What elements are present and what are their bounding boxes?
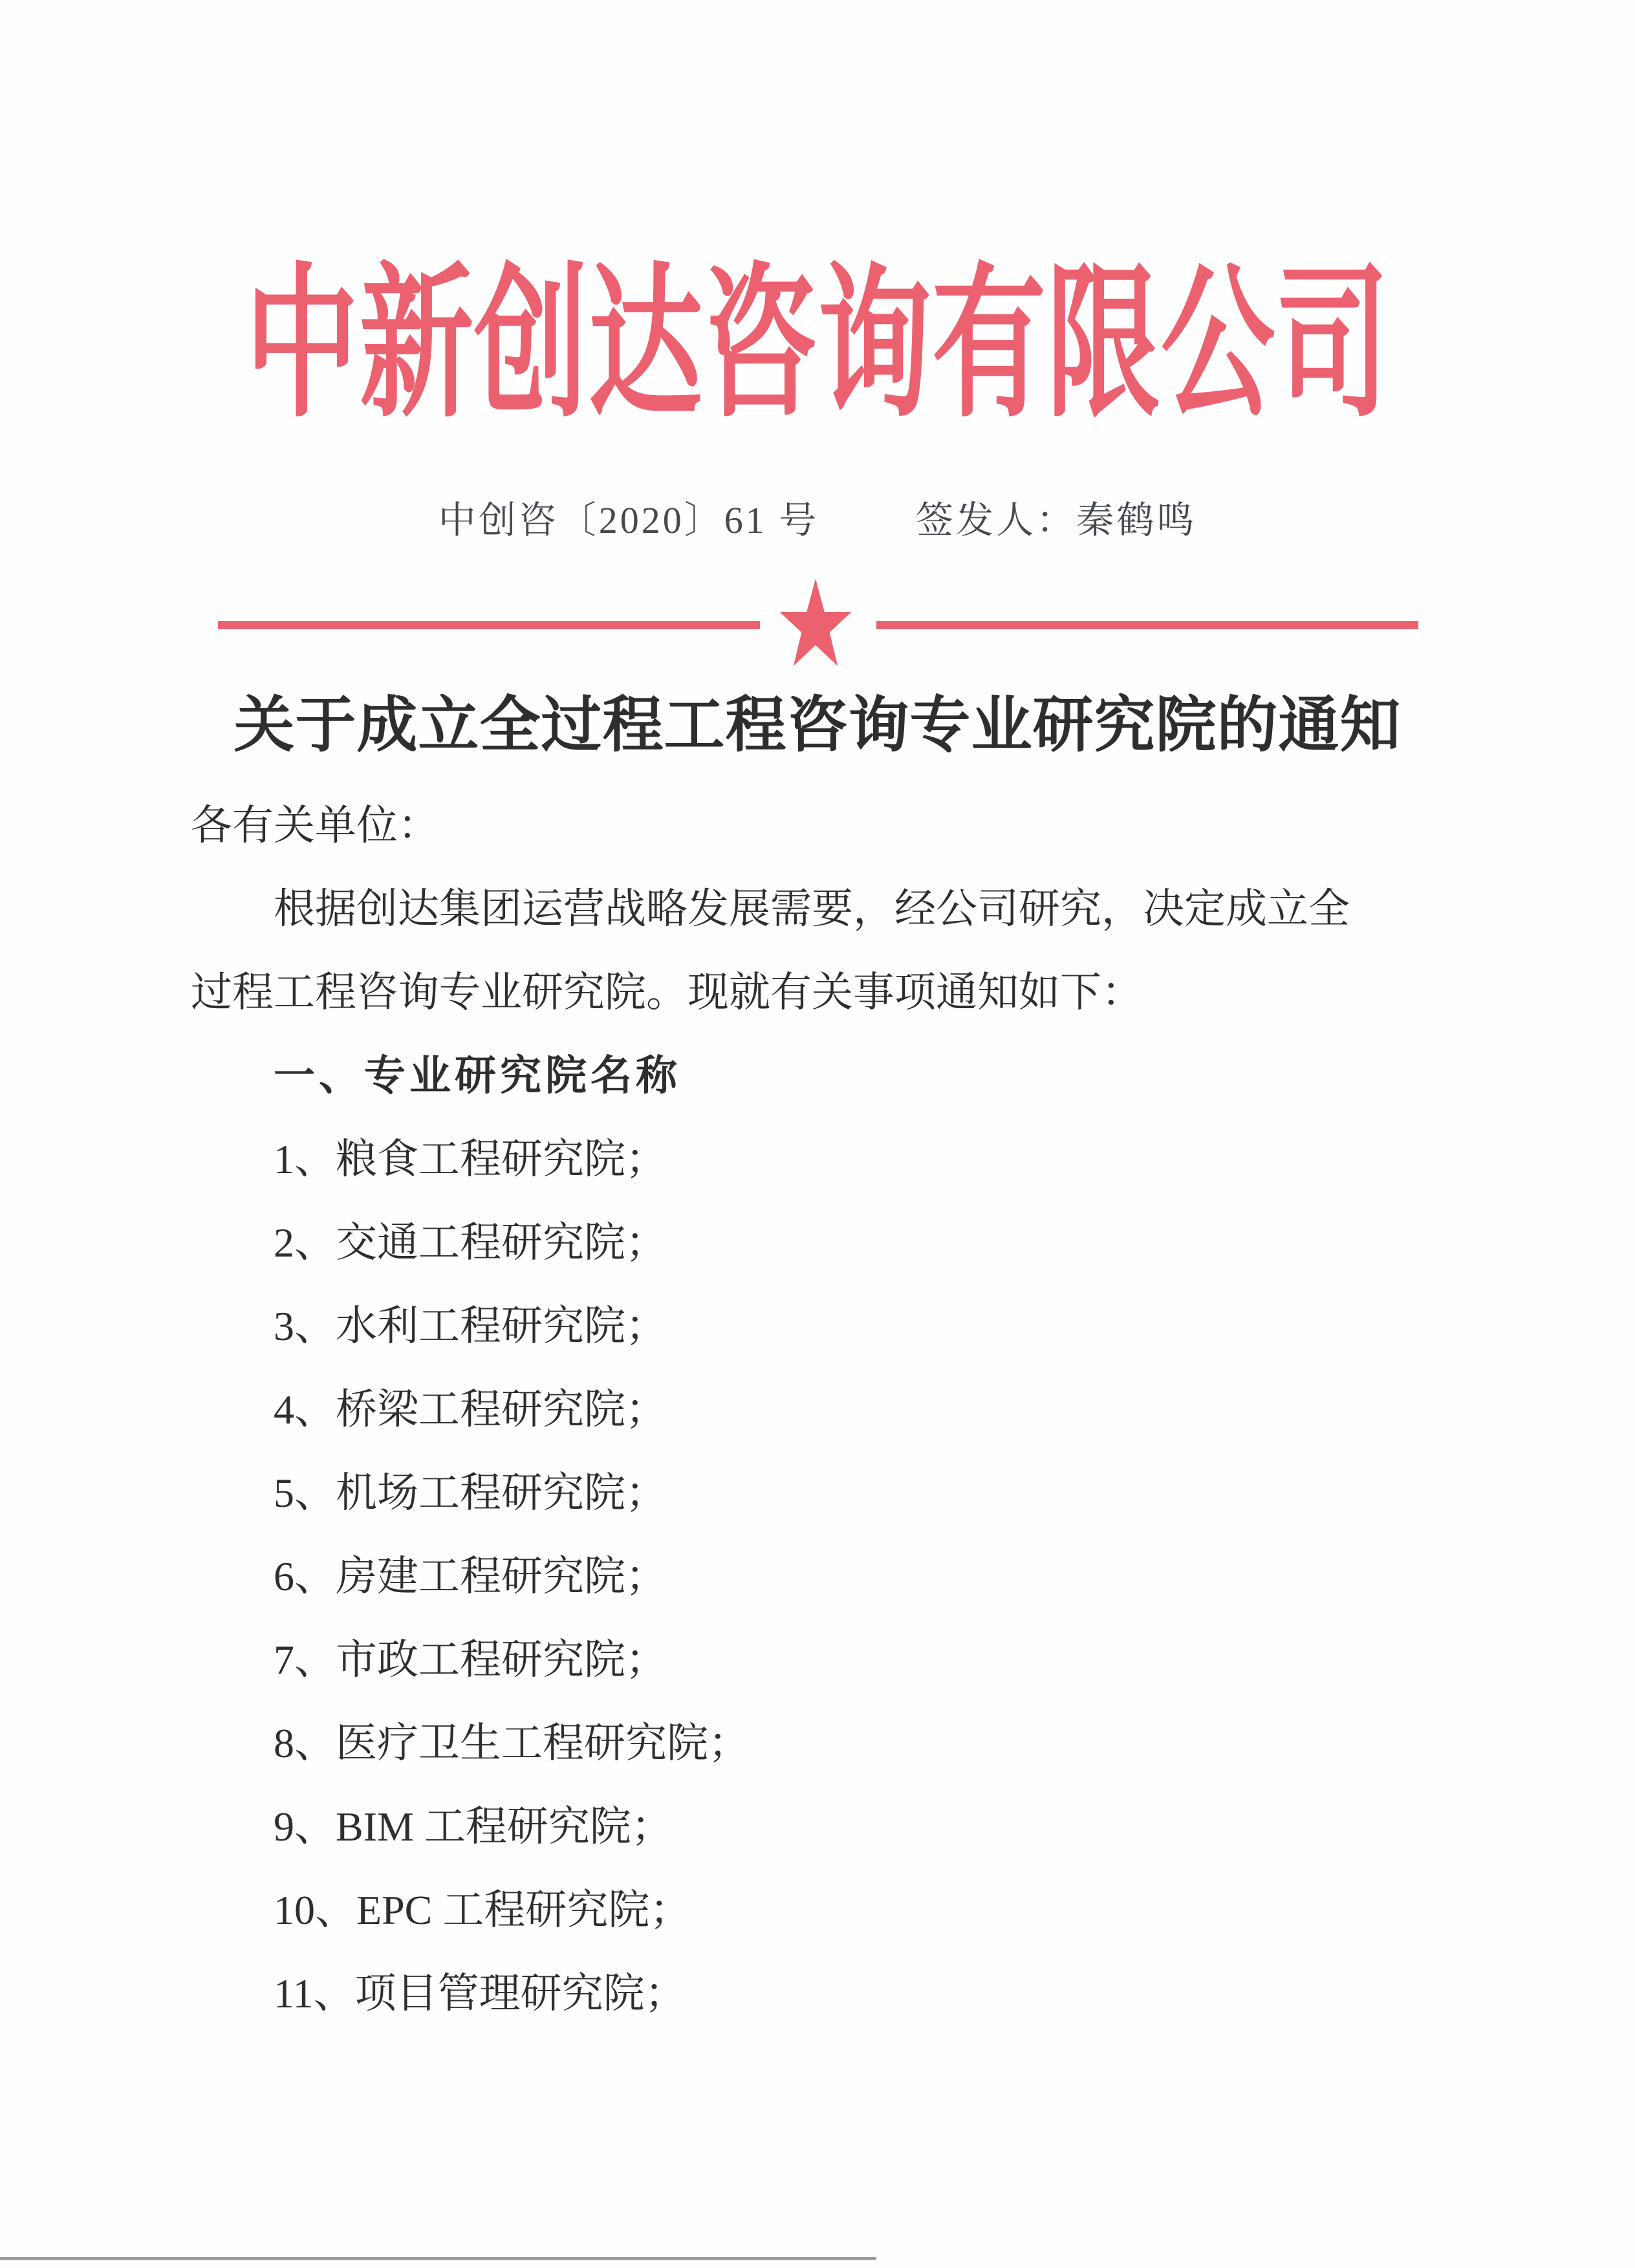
divider-line-left bbox=[218, 621, 760, 629]
list-item: 8、医疗卫生工程研究院； bbox=[274, 1720, 750, 1766]
list-item: 5、机场工程研究院； bbox=[274, 1470, 667, 1516]
issuer: 签发人：秦鹤鸣 bbox=[916, 499, 1197, 541]
section-heading: 一、专业研究院名称 bbox=[274, 1053, 681, 1099]
notice-title: 关于成立全过程工程咨询专业研究院的通知 bbox=[233, 692, 1402, 759]
list-item: 7、市政工程研究院； bbox=[274, 1637, 667, 1683]
list-item: 10、EPC 工程研究院； bbox=[274, 1887, 691, 1933]
list-item: 2、交通工程研究院； bbox=[274, 1220, 667, 1266]
list-item: 3、水利工程研究院； bbox=[274, 1303, 667, 1349]
list-item: 9、BIM 工程研究院； bbox=[274, 1804, 673, 1850]
notice-body bbox=[191, 784, 1449, 2035]
list-item: 4、桥梁工程研究院； bbox=[274, 1387, 667, 1432]
company-name: 中新创达咨询有限公司 bbox=[244, 254, 1390, 438]
divider-line-right bbox=[876, 621, 1418, 629]
doc-meta-row bbox=[0, 498, 1635, 543]
star-icon bbox=[778, 579, 853, 671]
list-item: 6、房建工程研究院； bbox=[274, 1553, 667, 1599]
salutation: 各有关单位： bbox=[191, 803, 439, 848]
scan-artifact-line bbox=[0, 2257, 876, 2260]
research-institute-list bbox=[191, 1118, 1449, 2035]
paragraph-line-2: 过程工程咨询专业研究院。现就有关事项通知如下： bbox=[191, 969, 1143, 1015]
header-divider bbox=[218, 579, 1418, 671]
list-item: 11、项目管理研究院； bbox=[274, 1971, 686, 2016]
list-item: 1、粮食工程研究院； bbox=[274, 1136, 667, 1182]
doc-number: 中创咨〔2020〕61 号 bbox=[438, 499, 819, 541]
paragraph-line-1: 根据创达集团运营战略发展需要，经公司研究，决定成立全 bbox=[274, 886, 1350, 932]
